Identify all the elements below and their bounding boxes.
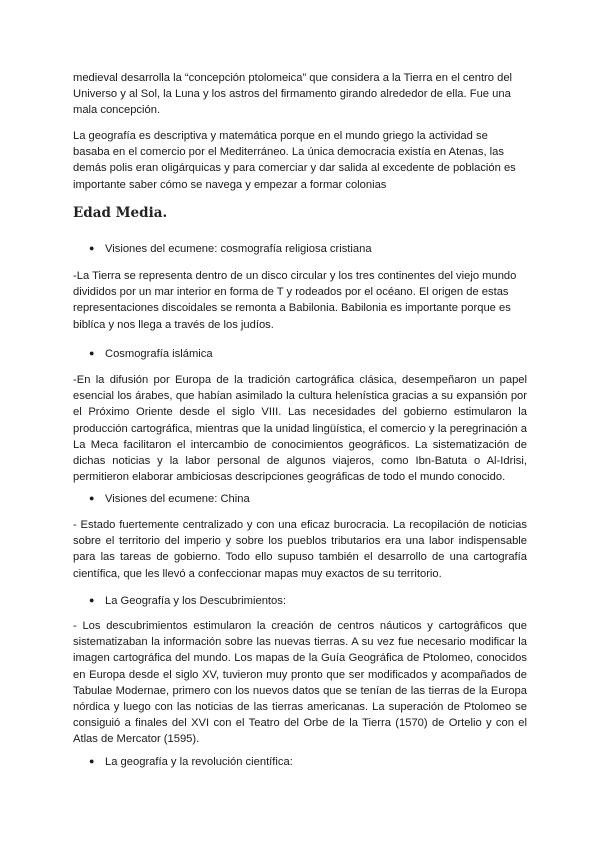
paragraph-descubrimientos: - Los descubrimientos estimularon la creación de centros náuticos y cartográficos que sistematizaban la información sobre las nuevas tierras. A su vez fue necesario modificar la imagen cartográfica del mundo. Los mapas de la Guía Geográfica de Ptolomeo, conocidos en Europa desde el siglo XV, tuvieron muy pronto que ser modificados y acompañados de Tabulae Modernae, primero con los nuevos datos que se tenían de las tierras de la Europa nórdica y luego con las noticias de las tierras americanas. La superación de Ptolomeo se consiguió a finales del XVI con el Teatro del Orbe de la Tierra (1570) de Ortelio y con el Atlas de Mercator (1595). — [73, 620, 527, 746]
bullet-dot-icon: ● — [89, 243, 95, 253]
paragraph-china: - Estado fuertemente centralizado y con una eficaz burocracia. La recopilación de noticias sobre el territorio del imperio y sobre los pueblos tributarios era una labor indispensable para las tareas de gobierno. Todo ello supuso también el desarrollo de una cartografía científica, que les llevó a confeccionar mapas muy exactos de su territorio. — [73, 519, 527, 580]
bullet-dot-icon: ● — [89, 348, 95, 358]
greek-geography-paragraph: La geografía es descriptiva y matemática porque en el mundo griego la actividad se basaba en el comercio por el Mediterráneo. La única democracia existía en Atenas, las demás polis eran oligárquicas y para comerciar y dar salida al excedente de población es importante saber cómo se navega y empezar a formar colonias — [73, 130, 516, 191]
section-heading-edad-media: Edad Media. — [73, 205, 168, 221]
bullet-text: Visiones del ecumene: cosmografía religiosa cristiana — [105, 243, 372, 255]
bullet-text: La geografía y la revolución científica: — [105, 756, 293, 768]
bullet-item-revolucion-cientifica — [89, 753, 293, 770]
bullet-text: Cosmografía islámica — [105, 348, 213, 360]
bullet-dot-icon: ● — [89, 756, 95, 766]
bullet-dot-icon: ● — [89, 493, 95, 503]
bullet-text: La Geografía y los Descubrimientos: — [105, 595, 286, 607]
intro-paragraph: medieval desarrolla la “concepción ptolomeica” que considera a la Tierra en el centro del Universo y al Sol, la Luna y los astros del firmamento girando alrededor de ella. Fue una mala concepción. — [73, 72, 513, 117]
bullet-text: Visiones del ecumene: China — [105, 493, 250, 505]
paragraph-cosmografia-islamica: -En la difusión por Europa de la tradición cartográfica clásica, desempeñaron un papel esencial los árabes, que habían asimilado la cultura helenística gracias a su expansión por el Próximo Oriente desde el siglo VIII. Las necesidades del gobierno estimularon la producción cartográfica, mientras que la unidad lingüística, el comercio y la peregrinación a La Meca facilitaron el intercambio de conocimientos geográficos. La sistematización de dichas noticias y la labor personal de algunos viajeros, como Ibn-Batuta o Al-Idrisi, permitieron elaborar ambiciosas descripciones geográficas de todo el mundo conocido. — [73, 374, 527, 484]
bullet-dot-icon: ● — [89, 595, 95, 605]
bullet-item-descubrimientos — [89, 592, 286, 609]
paragraph-cosmografia-cristiana: -La Tierra se representa dentro de un disco circular y los tres continentes del viejo mundo divididos por un mar interior en forma de T y rodeados por el océano. El origen de estas representaciones discoidales se remonta a Babilonia. Babilonia es importante porque es biblíca y nos llega a través de los judíos. — [73, 270, 517, 331]
bullet-item-cosmografia-cristiana — [89, 240, 372, 257]
bullet-item-cosmografia-islamica — [89, 345, 213, 362]
bullet-item-china — [89, 490, 250, 507]
